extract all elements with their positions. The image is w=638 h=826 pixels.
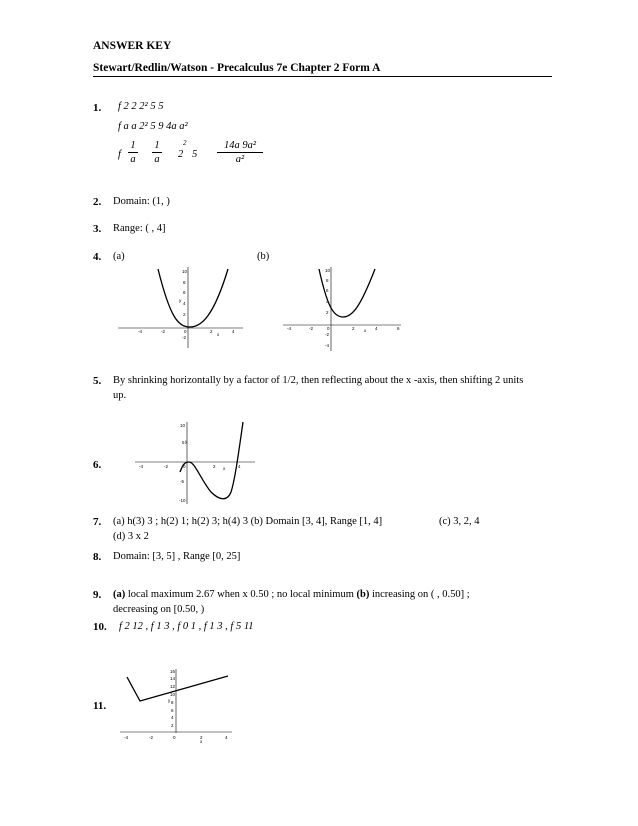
item-5-number: 5. bbox=[93, 375, 102, 387]
frac-2-den: a bbox=[154, 154, 160, 165]
item-1-two: 2 bbox=[178, 149, 184, 160]
page-title: Stewart/Redlin/Watson - Precalculus 7e Chapter 2 Form A bbox=[93, 62, 381, 74]
graph-4a-xtick-1: -2 bbox=[161, 329, 166, 334]
graph-6-ytick-0: 10 bbox=[180, 423, 186, 428]
graph-11-xtick-0: -4 bbox=[124, 735, 129, 740]
graph-4a-xtick-0: -4 bbox=[138, 329, 143, 334]
graph-4a-curve bbox=[158, 269, 228, 327]
graph-4a-ytick-2: 6 bbox=[183, 290, 186, 295]
item-4a-label: (a) bbox=[113, 251, 125, 262]
item-9-line-1 bbox=[113, 589, 470, 600]
item-7-text-d: (d) 3 x 2 bbox=[113, 531, 149, 542]
graph-11-ytick-0: 16 bbox=[170, 669, 176, 674]
item-8-number: 8. bbox=[93, 551, 102, 563]
graph-4b-xtick-4: 4 bbox=[375, 326, 378, 331]
graph-4b-ytick-2: 6 bbox=[326, 288, 329, 293]
item-1-line-2: f a a 2² 5 9 4a a² bbox=[118, 121, 188, 132]
graph-6-y-label: y bbox=[185, 439, 188, 444]
item-2-text: Domain: (1, ) bbox=[113, 196, 170, 207]
item-7-text-c: (c) 3, 2, 4 bbox=[439, 516, 480, 527]
graph-6-xtick-0: -4 bbox=[139, 464, 144, 469]
graph-4b-ytick-5: -2 bbox=[325, 332, 330, 337]
graph-11-xtick-3: 2 bbox=[200, 735, 203, 740]
graph-4a-ytick-5: -2 bbox=[182, 335, 187, 340]
item-1-fraction-2 bbox=[152, 140, 162, 165]
item-9-part-b: (b) bbox=[356, 589, 370, 600]
rhs-den: a² bbox=[235, 154, 245, 165]
item-8-text: Domain: [3, 5] , Range [0, 25] bbox=[113, 551, 241, 562]
item-1-line-1: f 2 2 2² 5 5 bbox=[118, 101, 164, 112]
item-1-rhs-fraction bbox=[217, 140, 263, 165]
item-6-number: 6. bbox=[93, 459, 102, 471]
item-3-number: 3. bbox=[93, 223, 102, 235]
graph-4b-xtick-1: -2 bbox=[309, 326, 314, 331]
graph-4b-ytick-1: 8 bbox=[326, 278, 329, 283]
graph-11-xtick-1: -2 bbox=[149, 735, 154, 740]
graph-6 bbox=[135, 420, 260, 505]
graph-11 bbox=[120, 667, 235, 745]
graph-6-x-label: x bbox=[223, 466, 226, 471]
graph-4a-ytick-3: 4 bbox=[183, 301, 186, 306]
graph-11-y-label: y bbox=[168, 698, 171, 703]
graph-4a-xtick-2: 0 bbox=[184, 329, 187, 334]
item-9-text-rest: increasing on ( , 0.50] ; bbox=[369, 589, 470, 600]
frac-2-num: 1 bbox=[154, 140, 160, 151]
graph-6-xtick-4: 4 bbox=[238, 464, 241, 469]
item-5-text: By shrinking horizontally by a factor of 1/2, then reflecting about the x -axis, then shifting 2 units bbox=[113, 375, 524, 386]
rhs-num: 14a 9a² bbox=[223, 140, 257, 151]
graph-4b-xtick-3: 2 bbox=[352, 326, 355, 331]
graph-11-ytick-5: 6 bbox=[171, 708, 174, 713]
graph-6-xtick-1: -2 bbox=[164, 464, 169, 469]
graph-4a-ytick-1: 8 bbox=[183, 280, 186, 285]
item-2-number: 2. bbox=[93, 196, 102, 208]
item-3-text: Range: ( , 4] bbox=[113, 223, 166, 234]
graph-4b-ytick-3: 4 bbox=[326, 299, 329, 304]
graph-11-ytick-2: 12 bbox=[170, 684, 176, 689]
graph-6-ytick-3: -10 bbox=[179, 498, 186, 503]
graph-6-ytick-1: 5 bbox=[182, 440, 185, 445]
item-1-five: 5 bbox=[192, 149, 198, 160]
graph-11-ytick-6: 4 bbox=[171, 715, 174, 720]
graph-4b-ytick-6: -4 bbox=[325, 343, 330, 348]
item-1-f: f bbox=[118, 149, 121, 160]
graph-11-x-label: x bbox=[200, 739, 203, 744]
graph-6-curve bbox=[180, 422, 243, 499]
item-9-number: 9. bbox=[93, 589, 102, 601]
graph-11-ytick-3: 10 bbox=[170, 692, 176, 697]
graph-4b-ytick-0: 10 bbox=[325, 268, 331, 273]
item-9-line-2: decreasing on [0.50, ) bbox=[113, 604, 205, 615]
graph-4b-xtick-5: 6 bbox=[397, 326, 400, 331]
item-9-text: local maximum 2.67 when x 0.50 ; no local minimum bbox=[125, 589, 357, 600]
item-7-number: 7. bbox=[93, 516, 102, 528]
graph-11-xtick-2: 0 bbox=[173, 735, 176, 740]
graph-11-xtick-4: 4 bbox=[225, 735, 228, 740]
graph-4a-x-label: x bbox=[217, 332, 220, 337]
graph-4a-ytick-0: 10 bbox=[182, 269, 188, 274]
graph-4a-y-label: y bbox=[179, 298, 182, 303]
item-1-fraction-1 bbox=[128, 140, 138, 165]
graph-11-curve bbox=[127, 676, 228, 701]
graph-4a-xtick-4: 4 bbox=[232, 329, 235, 334]
title-rule bbox=[93, 76, 552, 77]
item-10-text: f 2 12 , f 1 3 , f 0 1 , f 1 3 , f 5 11 bbox=[119, 621, 254, 632]
item-1-number: 1. bbox=[93, 102, 102, 114]
graph-6-ytick-2: -5 bbox=[180, 479, 185, 484]
item-4-number: 4. bbox=[93, 251, 102, 263]
graph-6-xtick-3: 2 bbox=[213, 464, 216, 469]
item-11-number: 11. bbox=[93, 700, 107, 712]
item-10-number: 10. bbox=[93, 621, 107, 633]
item-9-part-a: (a) bbox=[113, 589, 126, 600]
graph-4b-x-label: x bbox=[364, 328, 367, 333]
frac-1-den: a bbox=[130, 154, 136, 165]
graph-11-ytick-7: 2 bbox=[171, 723, 174, 728]
item-5-text-2: up. bbox=[113, 390, 127, 401]
item-1-exponent: 2 bbox=[183, 139, 187, 147]
graph-11-ytick-4: 8 bbox=[171, 700, 174, 705]
graph-4b-xtick-2: 0 bbox=[327, 326, 330, 331]
item-4b-label: (b) bbox=[257, 251, 270, 262]
graph-11-ytick-1: 14 bbox=[170, 676, 176, 681]
graph-4b bbox=[283, 265, 403, 355]
graph-4b-xtick-0: -4 bbox=[287, 326, 292, 331]
answer-key-heading: ANSWER KEY bbox=[93, 40, 172, 52]
graph-6-xtick-2: 0 bbox=[183, 464, 186, 469]
frac-1-num: 1 bbox=[130, 140, 136, 151]
graph-4b-ytick-4: 2 bbox=[326, 310, 329, 315]
graph-4a-ytick-4: 2 bbox=[183, 312, 186, 317]
graph-4a-xtick-3: 2 bbox=[210, 329, 213, 334]
graph-4a bbox=[118, 265, 248, 355]
item-7-text: (a) h(3) 3 ; h(2) 1; h(2) 3; h(4) 3 (b) Domain [3, 4], Range [1, 4] bbox=[113, 516, 383, 527]
